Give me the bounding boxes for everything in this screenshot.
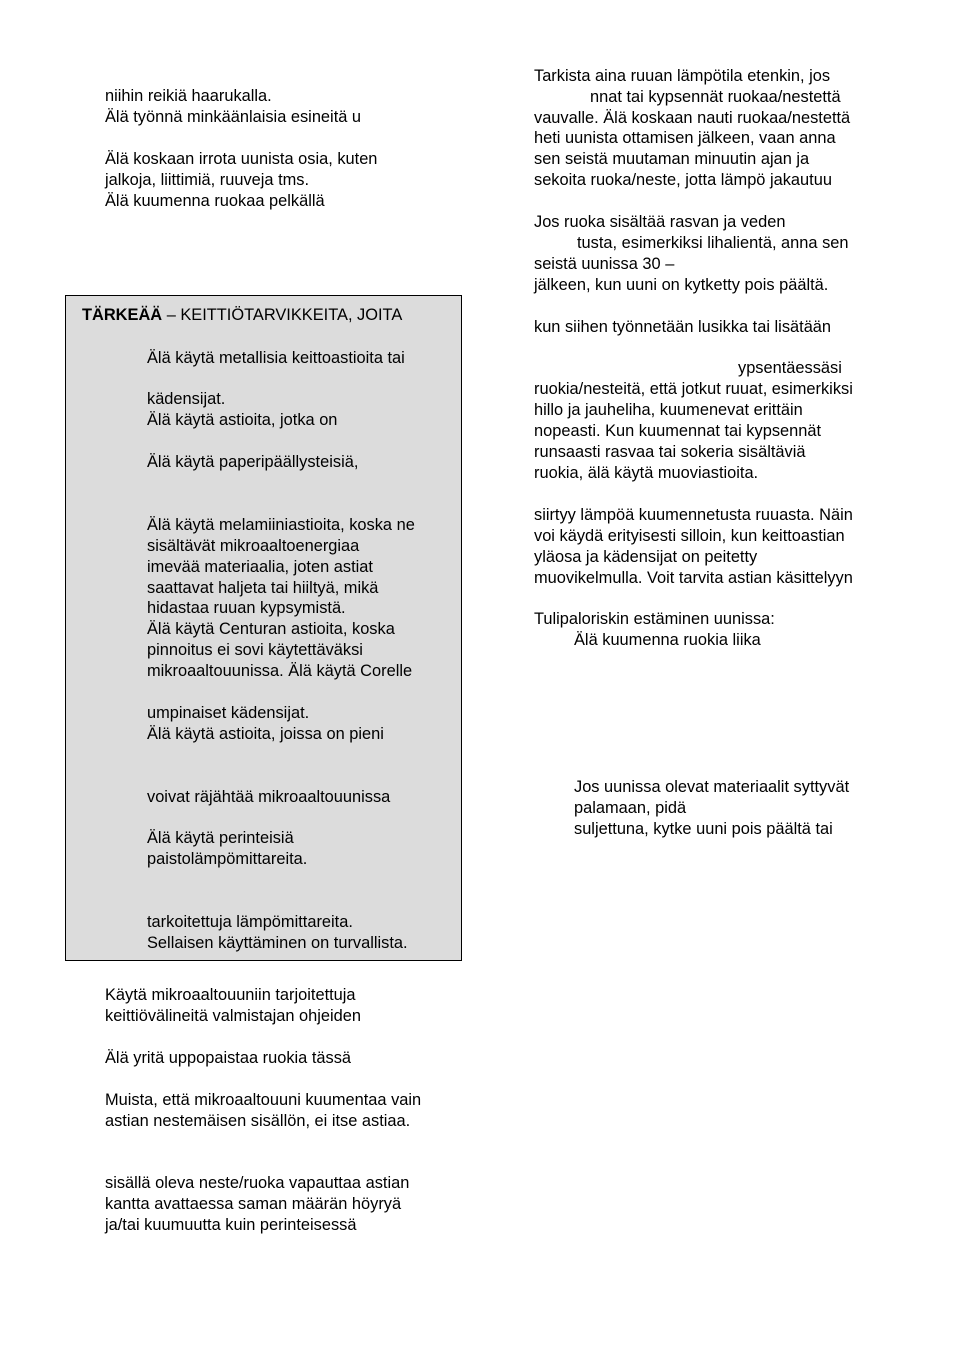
body-text-line: Älä työnnä minkäänlaisia esineitä u <box>105 108 362 126</box>
notice-line: kädensijat. <box>147 390 226 408</box>
body-text-line: seistä uunissa 30 – <box>534 255 675 273</box>
notice-line: paistolämpömittareita. <box>147 850 308 868</box>
body-text-line: Käytä mikroaaltouuniin tarjoitettuja <box>105 986 356 1004</box>
notice-title-rest: – KEITTIÖTARVIKKEITA, JOITA <box>162 306 403 324</box>
body-text-line: palamaan, pidä <box>574 799 687 817</box>
body-text-line: astian nestemäisen sisällön, ei itse astiaa. <box>105 1112 411 1130</box>
body-text-line: Älä kuumenna ruokia liika <box>574 631 761 649</box>
notice-line: hidastaa ruuan kypsymistä. <box>147 599 346 617</box>
notice-title-bold: TÄRKEÄÄ <box>82 306 163 324</box>
body-text-line: keittiövälineitä valmistajan ohjeiden <box>105 1007 362 1025</box>
body-text-line: vauvalle. Älä koskaan nauti ruokaa/nestettä <box>534 109 851 127</box>
notice-line: Älä käytä astioita, jotka on <box>147 411 338 429</box>
notice-line: Älä käytä Centuran astioita, koska <box>147 620 395 638</box>
body-text-line: kun siihen työnnetään lusikka tai lisätään <box>534 318 832 336</box>
body-text-line: kantta avattaessa saman määrän höyryä <box>105 1195 402 1213</box>
notice-line: Sellaisen käyttäminen on turvallista. <box>147 934 408 952</box>
body-text-line: Jos ruoka sisältää rasvan ja veden <box>534 213 786 231</box>
body-text-line: hillo ja jauheliha, kuumenevat erittäin <box>534 401 803 419</box>
notice-line: umpinaiset kädensijat. <box>147 704 310 722</box>
body-text-line: muovikelmulla. Voit tarvita astian käsittelyyn <box>534 569 853 587</box>
notice-title <box>82 305 402 325</box>
notice-line: saattavat haljeta tai hiiltyä, mikä <box>147 579 379 597</box>
body-text-line: jälkeen, kun uuni on kytketty pois päältä. <box>534 276 829 294</box>
body-text-line: ypsentäessäsi <box>738 359 842 377</box>
body-text-line: Muista, että mikroaaltouuni kuumentaa vain <box>105 1091 422 1109</box>
notice-line: Älä käytä melamiiniastioita, koska ne <box>147 516 415 534</box>
notice-line: Älä käytä astioita, joissa on pieni <box>147 725 384 743</box>
body-text-line: ruokia/nesteitä, että jotkut ruuat, esimerkiksi <box>534 380 853 398</box>
notice-line: voivat räjähtää mikroaaltouunissa <box>147 788 391 806</box>
body-text-line: nopeasti. Kun kuumennat tai kypsennät <box>534 422 822 440</box>
body-text-line: Älä kuumenna ruokaa pelkällä <box>105 192 325 210</box>
body-text-line: Jos uunissa olevat materiaalit syttyvät <box>574 778 850 796</box>
body-text-line: tusta, esimerkiksi lihalientä, anna sen <box>577 234 849 252</box>
notice-line: Älä käytä paperipäällysteisiä, <box>147 453 359 471</box>
body-text-line: Älä koskaan irrota uunista osia, kuten <box>105 150 378 168</box>
body-text-line: heti uunista ottamisen jälkeen, vaan anna <box>534 129 836 147</box>
body-text-line: sen seistä muutaman minuutin ajan ja <box>534 150 810 168</box>
body-text-line: voi käydä erityisesti silloin, kun keittoastian <box>534 527 845 545</box>
notice-line: sisältävät mikroaaltoenergiaa <box>147 537 360 555</box>
body-text-line: runsaasti rasvaa tai sokeria sisältäviä <box>534 443 806 461</box>
body-text-line: yläosa ja kädensijat on peitetty <box>534 548 758 566</box>
body-text-line: suljettuna, kytke uuni pois päältä tai <box>574 820 833 838</box>
notice-line: tarkoitettuja lämpömittareita. <box>147 913 353 931</box>
body-text-line: ja/tai kuumuutta kuin perinteisessä <box>105 1216 357 1234</box>
body-text-line: Älä yritä uppopaistaa ruokia tässä <box>105 1049 352 1067</box>
notice-line: Älä käytä metallisia keittoastioita tai <box>147 349 405 367</box>
body-text-line: jalkoja, liittimiä, ruuveja tms. <box>105 171 310 189</box>
notice-line: pinnoitus ei sovi käytettäväksi <box>147 641 363 659</box>
body-text-line: siirtyy lämpöä kuumennetusta ruuasta. Näin <box>534 506 853 524</box>
body-text-line: ruokia, älä käytä muoviastioita. <box>534 464 759 482</box>
notice-line: Älä käytä perinteisiä <box>147 829 294 847</box>
body-text-line: nnat tai kypsennät ruokaa/nestettä <box>590 88 841 106</box>
body-text-line: sisällä oleva neste/ruoka vapauttaa astian <box>105 1174 410 1192</box>
body-text-line: Tarkista aina ruuan lämpötila etenkin, jos <box>534 67 831 85</box>
body-text-line: sekoita ruoka/neste, jotta lämpö jakautuu <box>534 171 832 189</box>
notice-line: imevää materiaalia, joten astiat <box>147 558 373 576</box>
notice-line: mikroaaltouunissa. Älä käytä Corelle <box>147 662 413 680</box>
body-text-line: Tulipaloriskin estäminen uunissa: <box>534 610 775 628</box>
body-text-line: niihin reikiä haarukalla. <box>105 87 272 105</box>
